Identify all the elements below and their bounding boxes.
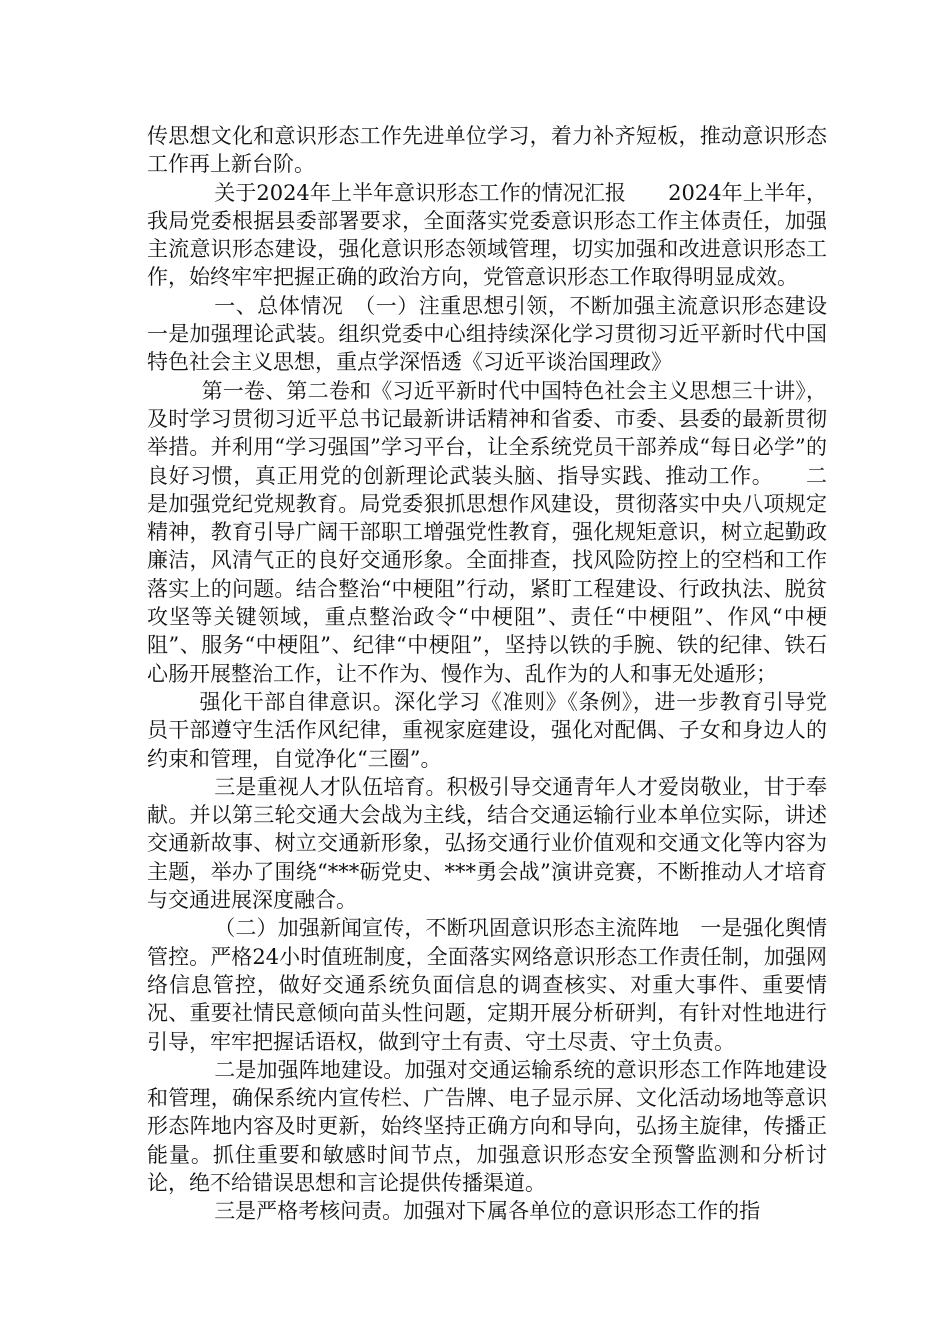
paragraph-6: 三是重视人才队伍培育。积极引导交通青年人才爱岗敬业，甘于奉献。并以第三轮交通大会战为主线，结合交通运输行业本单位实际，讲述交通新故事、树立交通新形象，弘扬交通行业价值观和交通文化等内容为主题，举办了围绕“***砺党史、***勇会战”演讲竞赛，不断推动人才培育与交通进展深度融合。 [147, 774, 827, 913]
paragraph-8: 二是加强阵地建设。加强对交通运输系统的意识形态工作阵地建设和管理，确保系统内宣传栏、广告牌、电子显示屏、文化活动场地等意识形态阵地内容及时更新，始终坚持正确方向和导向，弘扬主旋律，传播正能量。抓住重要和敏感时间节点，加强意识形态安全预警监测和分析讨论，绝不给错误思想和言论提供传播渠道。 [147, 1057, 827, 1195]
paragraph-7: （二）加强新闻宣传，不断巩固意识形态主流阵地 一是强化舆情管控。严格24小时值班制度，全面落实网络意识形态工作责任制，加强网络信息管控，做好交通系统负面信息的调查核实、对重大事件、重要情况、重要社情民意倾向苗头性问题，定期开展分析研判，有针对性地进行引导，牢牢把握话语权，做到守土有责、守土尽责、守土负责。 [147, 916, 827, 1054]
paragraph-5: 强化干部自律意识。深化学习《准则》《条例》，进一步教育引导党员干部遵守生活作风纪律，重视家庭建设，强化对配偶、子女和身边人的约束和管理，自觉净化“三圈”。 [147, 689, 827, 771]
paragraph-3: 一、总体情况 （一）注重思想引领，不断加强主流意识形态建设 一是加强理论武装。组织党委中心组持续深化学习贯彻习近平新时代中国特色社会主义思想，重点学深悟透《习近平谈治国理政》 [147, 293, 848, 375]
paragraph-9: 三是严格考核问责。加强对下属各单位的意识形态工作的指 [214, 1199, 761, 1224]
paragraph-4: 第一卷、第二卷和《习近平新时代中国特色社会主义思想三十讲》，及时学习贯彻习近平总书记最新讲话精神和省委、市委、县委的最新贯彻举措。并利用“学习强国”学习平台，让全系统党员干部养成“每日必学”的良好习惯，真正用党的创新理论武装头脑、指导实践、推动工作。 二是加强党纪党规教育。局党委狠抓思想作风建设，贯彻落实中央八项规定精神，教育引导广阔干部职工增强党性教育，强化规矩意识，树立起勤政廉洁，风清气正的良好交通形象。全面排查，找风险防控上的空档和工作落实上的问题。结合整治“中梗阻”行动，紧盯工程建设、行政执法、脱贫攻坚等关键领域，重点整治政令“中梗阻”、责任“中梗阻”、作风“中梗阻”、服务“中梗阻”、纪律“中梗阻”，坚持以铁的手腕、铁的纪律、铁石心肠开展整治工作，让不作为、慢作为、乱作为的人和事无处遁形； [147, 378, 827, 686]
paragraph-2: 关于2024年上半年意识形态工作的情况汇报 2024年上半年，我局党委根据县委部署要求，全面落实党委意识形态工作主体责任，加强主流意识形态建设，强化意识形态领域管理，切实加强和改进意识形态工作，始终牢牢把握正确的政治方向，党管意识形态工作取得明显成效。 [147, 180, 827, 290]
paragraph-1: 传思想文化和意识形态工作先进单位学习，着力补齐短板，推动意识形态工作再上新台阶。 [147, 124, 827, 177]
document-body [147, 122, 848, 1226]
